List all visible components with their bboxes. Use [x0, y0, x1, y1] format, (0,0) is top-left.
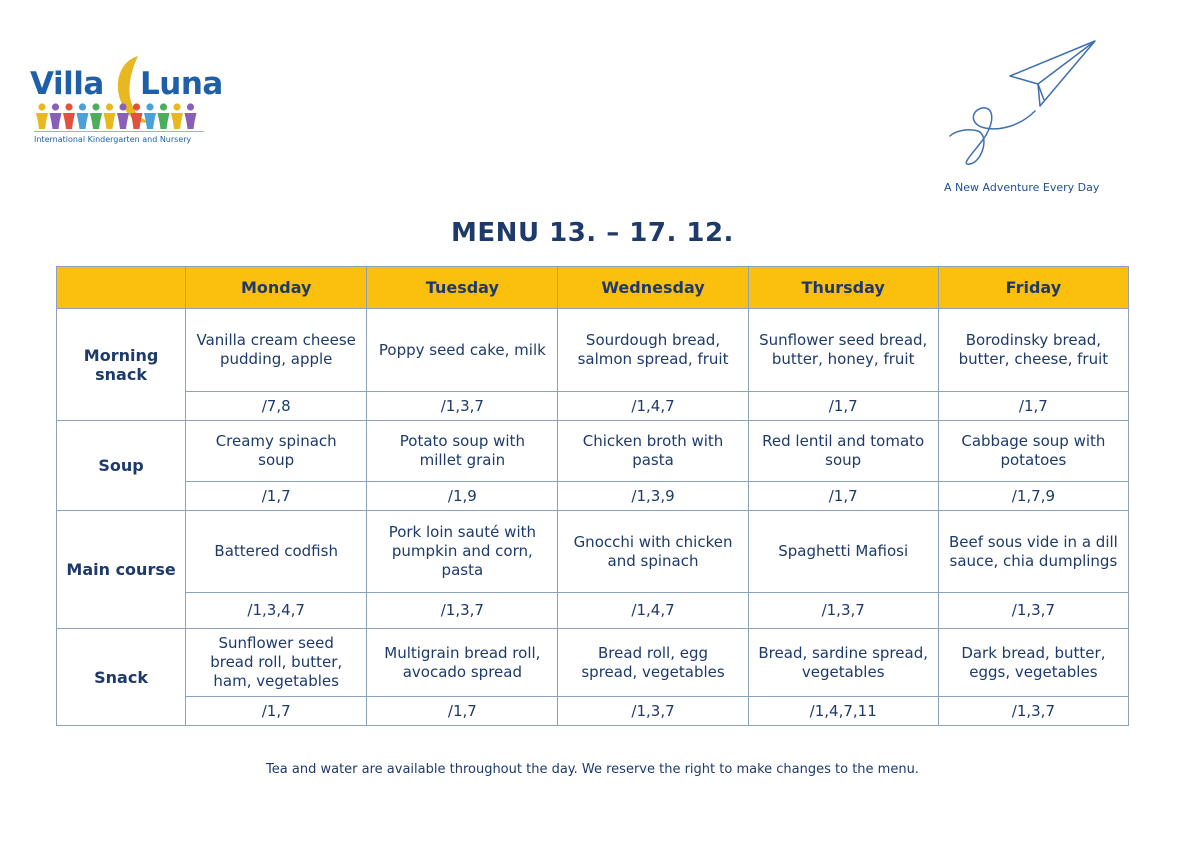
allergen-codes: /1,7	[938, 392, 1128, 421]
dish-text-line: salmon spread, fruit	[577, 350, 729, 368]
dish-cell	[558, 421, 748, 482]
dish-text-line: and spinach	[607, 551, 699, 570]
child-head-shape	[79, 103, 86, 110]
dish-text-line: Borodinsky bread,	[965, 331, 1102, 349]
child-head-shape	[160, 103, 167, 110]
header-day: Monday	[186, 267, 367, 309]
dish-cell	[367, 511, 558, 593]
allergen-codes: /1,3,7	[938, 697, 1128, 726]
dish-text-line: Chicken broth with	[582, 432, 724, 450]
dish-text-line: avocado spread	[402, 662, 522, 681]
allergen-codes: /1,7,9	[938, 482, 1128, 511]
dish-text-line: Vanilla cream cheese	[196, 331, 356, 349]
table-row	[57, 482, 1129, 511]
dish-cell	[186, 511, 367, 593]
dish-cell	[558, 309, 748, 392]
dish-cell	[938, 629, 1128, 697]
allergen-codes: /1,7	[186, 482, 367, 511]
child-body-shape	[77, 113, 89, 129]
allergen-codes: /1,9	[367, 482, 558, 511]
meal-category	[57, 629, 186, 726]
dish-text-line: eggs, vegetables	[969, 662, 1098, 681]
dish-text-line: pumpkin and corn,	[391, 542, 533, 560]
allergen-codes: /1,7	[186, 697, 367, 726]
table-row	[57, 511, 1129, 593]
child-body-shape	[185, 113, 197, 129]
child-head-shape	[119, 103, 126, 110]
children-row-icon	[36, 102, 206, 130]
table-row	[57, 593, 1129, 629]
dish-text-line: vegetables	[801, 662, 885, 681]
allergen-codes: /1,4,7	[558, 392, 748, 421]
logo-tagline: International Kindergarten and Nursery	[34, 135, 192, 144]
dish-text-line: spread, vegetables	[581, 662, 725, 681]
dish-cell	[938, 511, 1128, 593]
dish-text-line: butter, honey, fruit	[771, 350, 915, 368]
dish-cell	[367, 309, 558, 392]
dish-text-line: soup	[258, 451, 295, 469]
dish-text-line: soup	[825, 451, 862, 469]
dish-text-line: bread roll, butter,	[210, 653, 343, 671]
table-row	[57, 697, 1129, 726]
header-day: Thursday	[748, 267, 938, 309]
allergen-codes: /1,3,4,7	[186, 593, 367, 629]
logo-divider	[34, 131, 204, 132]
dish-text-line: pasta	[441, 561, 484, 579]
dish-cell	[748, 511, 938, 593]
dish-text-line: Sunflower seed	[218, 634, 334, 652]
meal-category	[57, 309, 186, 421]
child-head-shape	[106, 103, 113, 110]
category-label-line: Snack	[94, 667, 148, 687]
table-row	[57, 309, 1129, 392]
table-header-row	[57, 267, 1129, 309]
child-body-shape	[50, 113, 62, 129]
dish-cell	[748, 309, 938, 392]
menu-body	[57, 309, 1129, 726]
header-day: Friday	[938, 267, 1128, 309]
header-corner	[57, 267, 186, 309]
child-body-shape	[117, 113, 129, 129]
dish-text-line: Gnocchi with chicken	[573, 532, 733, 551]
allergen-codes: /1,3,7	[938, 593, 1128, 629]
dish-cell	[558, 629, 748, 697]
dish-text-line: millet grain	[419, 451, 506, 469]
dish-text-line: Pork loin sauté with	[388, 523, 536, 541]
child-body-shape	[171, 113, 183, 129]
paper-plane-icon	[940, 36, 1110, 176]
meal-category	[57, 511, 186, 629]
header-day: Wednesday	[558, 267, 748, 309]
dish-text-line: pudding, apple	[219, 350, 333, 368]
child-body-shape	[90, 113, 102, 129]
child-head-shape	[146, 103, 153, 110]
allergen-codes: /1,4,7,11	[748, 697, 938, 726]
dish-cell	[186, 309, 367, 392]
allergen-codes: /1,3,7	[558, 697, 748, 726]
category-label-line: Soup	[98, 456, 144, 475]
allergen-codes: /1,3,9	[558, 482, 748, 511]
dish-text-line: Cabbage soup with	[961, 432, 1106, 450]
child-head-shape	[52, 103, 59, 110]
dish-text-line: Sourdough bread,	[585, 331, 721, 349]
dish-cell	[186, 421, 367, 482]
logo-word-luna: Luna	[140, 66, 223, 102]
villa-luna-logo	[30, 52, 223, 152]
category-label-line: snack	[95, 364, 147, 384]
page-title: MENU 13. – 17. 12.	[451, 218, 734, 248]
child-body-shape	[63, 113, 75, 129]
dish-text-line: Sunflower seed bread,	[759, 331, 928, 349]
child-head-shape	[38, 103, 45, 110]
weekly-menu-table	[56, 266, 1129, 726]
dish-text-line: Red lentil and tomato	[762, 432, 925, 450]
dish-cell	[748, 421, 938, 482]
child-body-shape	[131, 113, 143, 129]
dish-cell	[938, 421, 1128, 482]
dish-text-line: Battered codfish	[214, 542, 338, 560]
dish-text-line: potatoes	[1000, 451, 1067, 469]
dish-text-line: Spaghetti Mafiosi	[778, 542, 909, 560]
header-day: Tuesday	[367, 267, 558, 309]
child-head-shape	[65, 103, 72, 110]
dish-text-line: Bread roll, egg	[598, 643, 709, 662]
table-row	[57, 629, 1129, 697]
allergen-codes: /1,7	[367, 697, 558, 726]
dish-text-line: butter, cheese, fruit	[958, 350, 1109, 368]
allergen-codes: /1,3,7	[748, 593, 938, 629]
dish-cell	[186, 629, 367, 697]
dish-cell	[367, 421, 558, 482]
child-body-shape	[104, 113, 116, 129]
dish-text-line: Creamy spinach	[215, 432, 337, 450]
dish-text-line: Beef sous vide in a dill	[948, 532, 1118, 551]
dish-text-line: Bread, sardine spread,	[758, 643, 928, 662]
dish-text-line: Multigrain bread roll,	[384, 643, 541, 662]
child-head-shape	[173, 103, 180, 110]
dish-text-line: Dark bread, butter,	[961, 643, 1106, 662]
dish-text-line: Poppy seed cake, milk	[378, 340, 546, 359]
table-row	[57, 421, 1129, 482]
dish-cell	[938, 309, 1128, 392]
child-head-shape	[187, 103, 194, 110]
child-body-shape	[144, 113, 156, 129]
dish-text-line: ham, vegetables	[213, 672, 339, 690]
dish-cell	[748, 629, 938, 697]
table-row	[57, 392, 1129, 421]
category-label-line: Main course	[66, 560, 176, 579]
child-head-shape	[92, 103, 99, 110]
child-body-shape	[158, 113, 170, 129]
dish-cell	[558, 511, 748, 593]
allergen-codes: /1,3,7	[367, 392, 558, 421]
dish-text-line: Potato soup with	[399, 432, 525, 450]
footer-note: Tea and water are available throughout the day. We reserve the right to make changes to the menu.	[266, 762, 919, 777]
allergen-codes: /1,3,7	[367, 593, 558, 629]
slogan: A New Adventure Every Day	[944, 181, 1100, 194]
allergen-codes: /1,4,7	[558, 593, 748, 629]
logo-word-villa: Villa	[30, 66, 104, 102]
allergen-codes: /1,7	[748, 482, 938, 511]
dish-text-line: pasta	[632, 451, 674, 469]
allergen-codes: /7,8	[186, 392, 367, 421]
dish-cell	[367, 629, 558, 697]
dish-text-line: sauce, chia dumplings	[949, 551, 1118, 570]
child-body-shape	[36, 113, 48, 129]
category-label-line: Morning	[83, 345, 159, 365]
allergen-codes: /1,7	[748, 392, 938, 421]
child-head-shape	[133, 103, 140, 110]
meal-category	[57, 421, 186, 511]
